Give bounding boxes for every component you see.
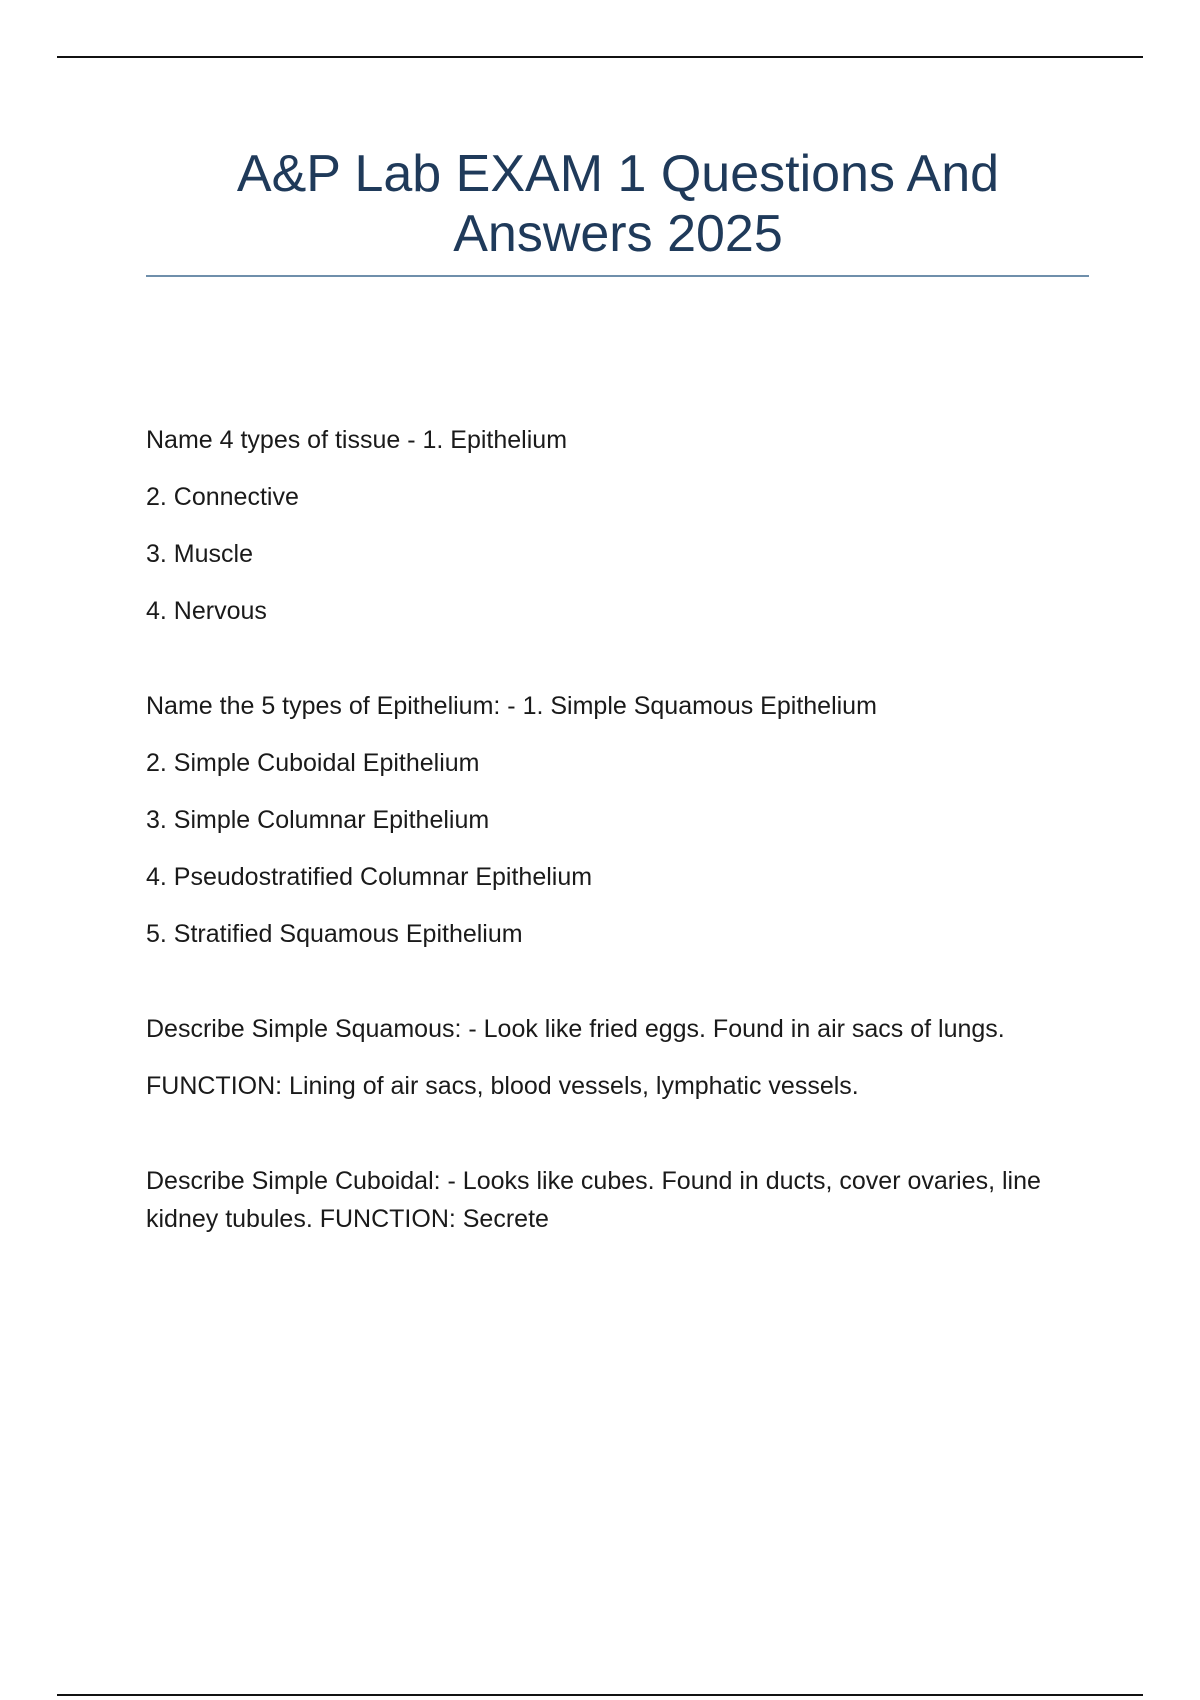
qa-line: Name the 5 types of Epithelium: - 1. Simple Squamous Epithelium [146,692,877,720]
title-underline [146,275,1089,277]
qa-tissue-types [146,421,1066,630]
qa-line: 2. Simple Cuboidal Epithelium [146,749,480,777]
qa-content [146,421,1066,1295]
qa-line: 2. Connective [146,483,299,511]
qa-line: 4. Nervous [146,597,267,625]
document-title [146,144,1090,264]
qa-line: 5. Stratified Squamous Epithelium [146,920,523,948]
qa-line: 3. Simple Columnar Epithelium [146,806,490,834]
top-rule [57,56,1143,58]
qa-line: 3. Muscle [146,540,253,568]
qa-simple-cuboidal [146,1162,1066,1238]
bottom-rule [57,1694,1143,1696]
qa-line: Name 4 types of tissue - 1. Epithelium [146,426,568,454]
qa-line: FUNCTION: Lining of air sacs, blood vessels, lymphatic vessels. [146,1072,859,1100]
qa-line: 4. Pseudostratified Columnar Epithelium [146,863,593,891]
qa-epithelium-types [146,687,1066,953]
qa-line: Describe Simple Cuboidal: - Looks like cubes. Found in ducts, cover ovaries, line kidney tubules. FUNCTION: Secrete [146,1167,1041,1233]
qa-line: Describe Simple Squamous: - Look like fried eggs. Found in air sacs of lungs. [146,1015,1005,1043]
title-line-1: A&P Lab EXAM 1 Questions And [236,145,1000,203]
title-line-2: Answers 2025 [453,205,783,263]
qa-simple-squamous [146,1010,1066,1105]
